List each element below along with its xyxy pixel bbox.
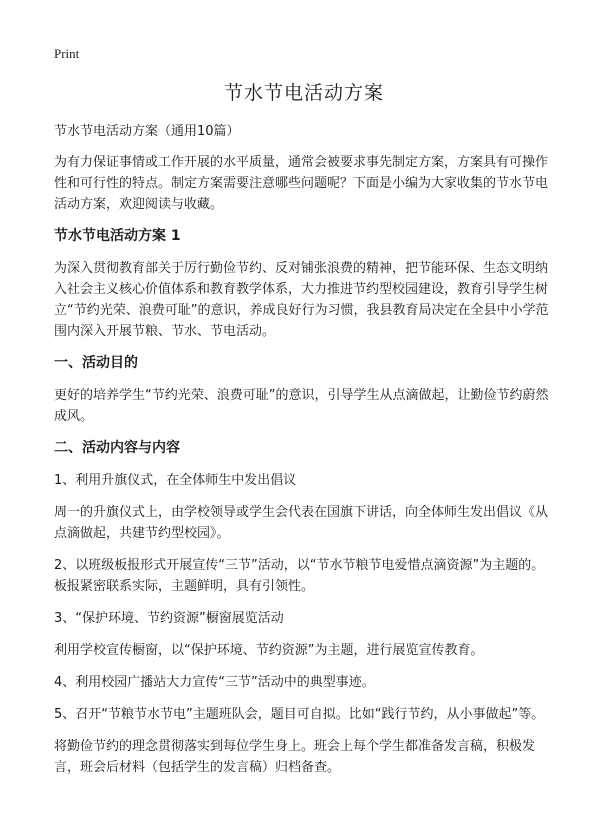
section-1-heading: 节水节电活动方案 1 xyxy=(54,228,181,244)
content-item: 1、利用升旗仪式，在全体师生中发出倡议 xyxy=(54,473,297,488)
goal-body: 更好的培养学生“节约光荣、浪费可耻”的意识，引导学生从点滴做起，让勤俭节约蔚然成风。 xyxy=(54,388,549,424)
section-1-body: 为深入贯彻教育部关于厉行勤俭节约、反对铺张浪费的精神，把节能环保、生态文明纳入社会主义核心价值体系和教育教学体系，大力推进节约型校园建设，教育引导学生树立“节约光荣、浪费可耻”的意识，养成良好行为习惯，我县教育局决定在全县中小学范围内深入开展节粮、节水、节电活动。 xyxy=(54,261,549,339)
document-subtitle: 节水节电活动方案（通用10篇） xyxy=(54,124,240,139)
document-title: 节水节电活动方案 xyxy=(223,82,384,104)
print-link[interactable]: Print xyxy=(54,46,80,61)
content-item: 将勤俭节约的理念贯彻落实到每位学生身上。班会上每个学生都准备发言稿，积极发言，班会后材料（包括学生的发言稿）归档备查。 xyxy=(54,739,536,775)
document-page xyxy=(54,78,554,789)
intro-paragraph: 为有力保证事情或工作开展的水平质量，通常会被要求事先制定方案，方案具有可操作性和可行性的特点。制定方案需要注意哪些问题呢？下面是小编为大家收集的节水节电活动方案，欢迎阅读与收藏。 xyxy=(54,155,549,212)
content-item: 5、召开“节粮节水节电”主题班队会，题目可自拟。比如“践行节约，从小事做起”等。 xyxy=(54,707,545,722)
goal-heading: 一、活动目的 xyxy=(54,355,138,371)
content-item: 利用学校宣传橱窗，以“保护环境、节约资源”为主题，进行展览宣传教育。 xyxy=(54,643,484,658)
content-item: 3、“保护环境、节约资源”橱窗展览活动 xyxy=(54,611,284,626)
content-item: 2、以班级板报形式开展宣传“三节”活动，以“节水节粮节电爱惜点滴资源”为主题的。板报紧密联系实际，主题鲜明，具有引领性。 xyxy=(54,558,545,594)
content-item: 周一的升旗仪式上，由学校领导或学生会代表在国旗下讲话，向全体师生发出倡议《从点滴做起，共建节约型校园》。 xyxy=(54,505,549,541)
content-item: 4、利用校园广播站大力宣传“三节”活动中的典型事迹。 xyxy=(54,675,375,690)
content-heading: 二、活动内容与内容 xyxy=(54,440,180,456)
